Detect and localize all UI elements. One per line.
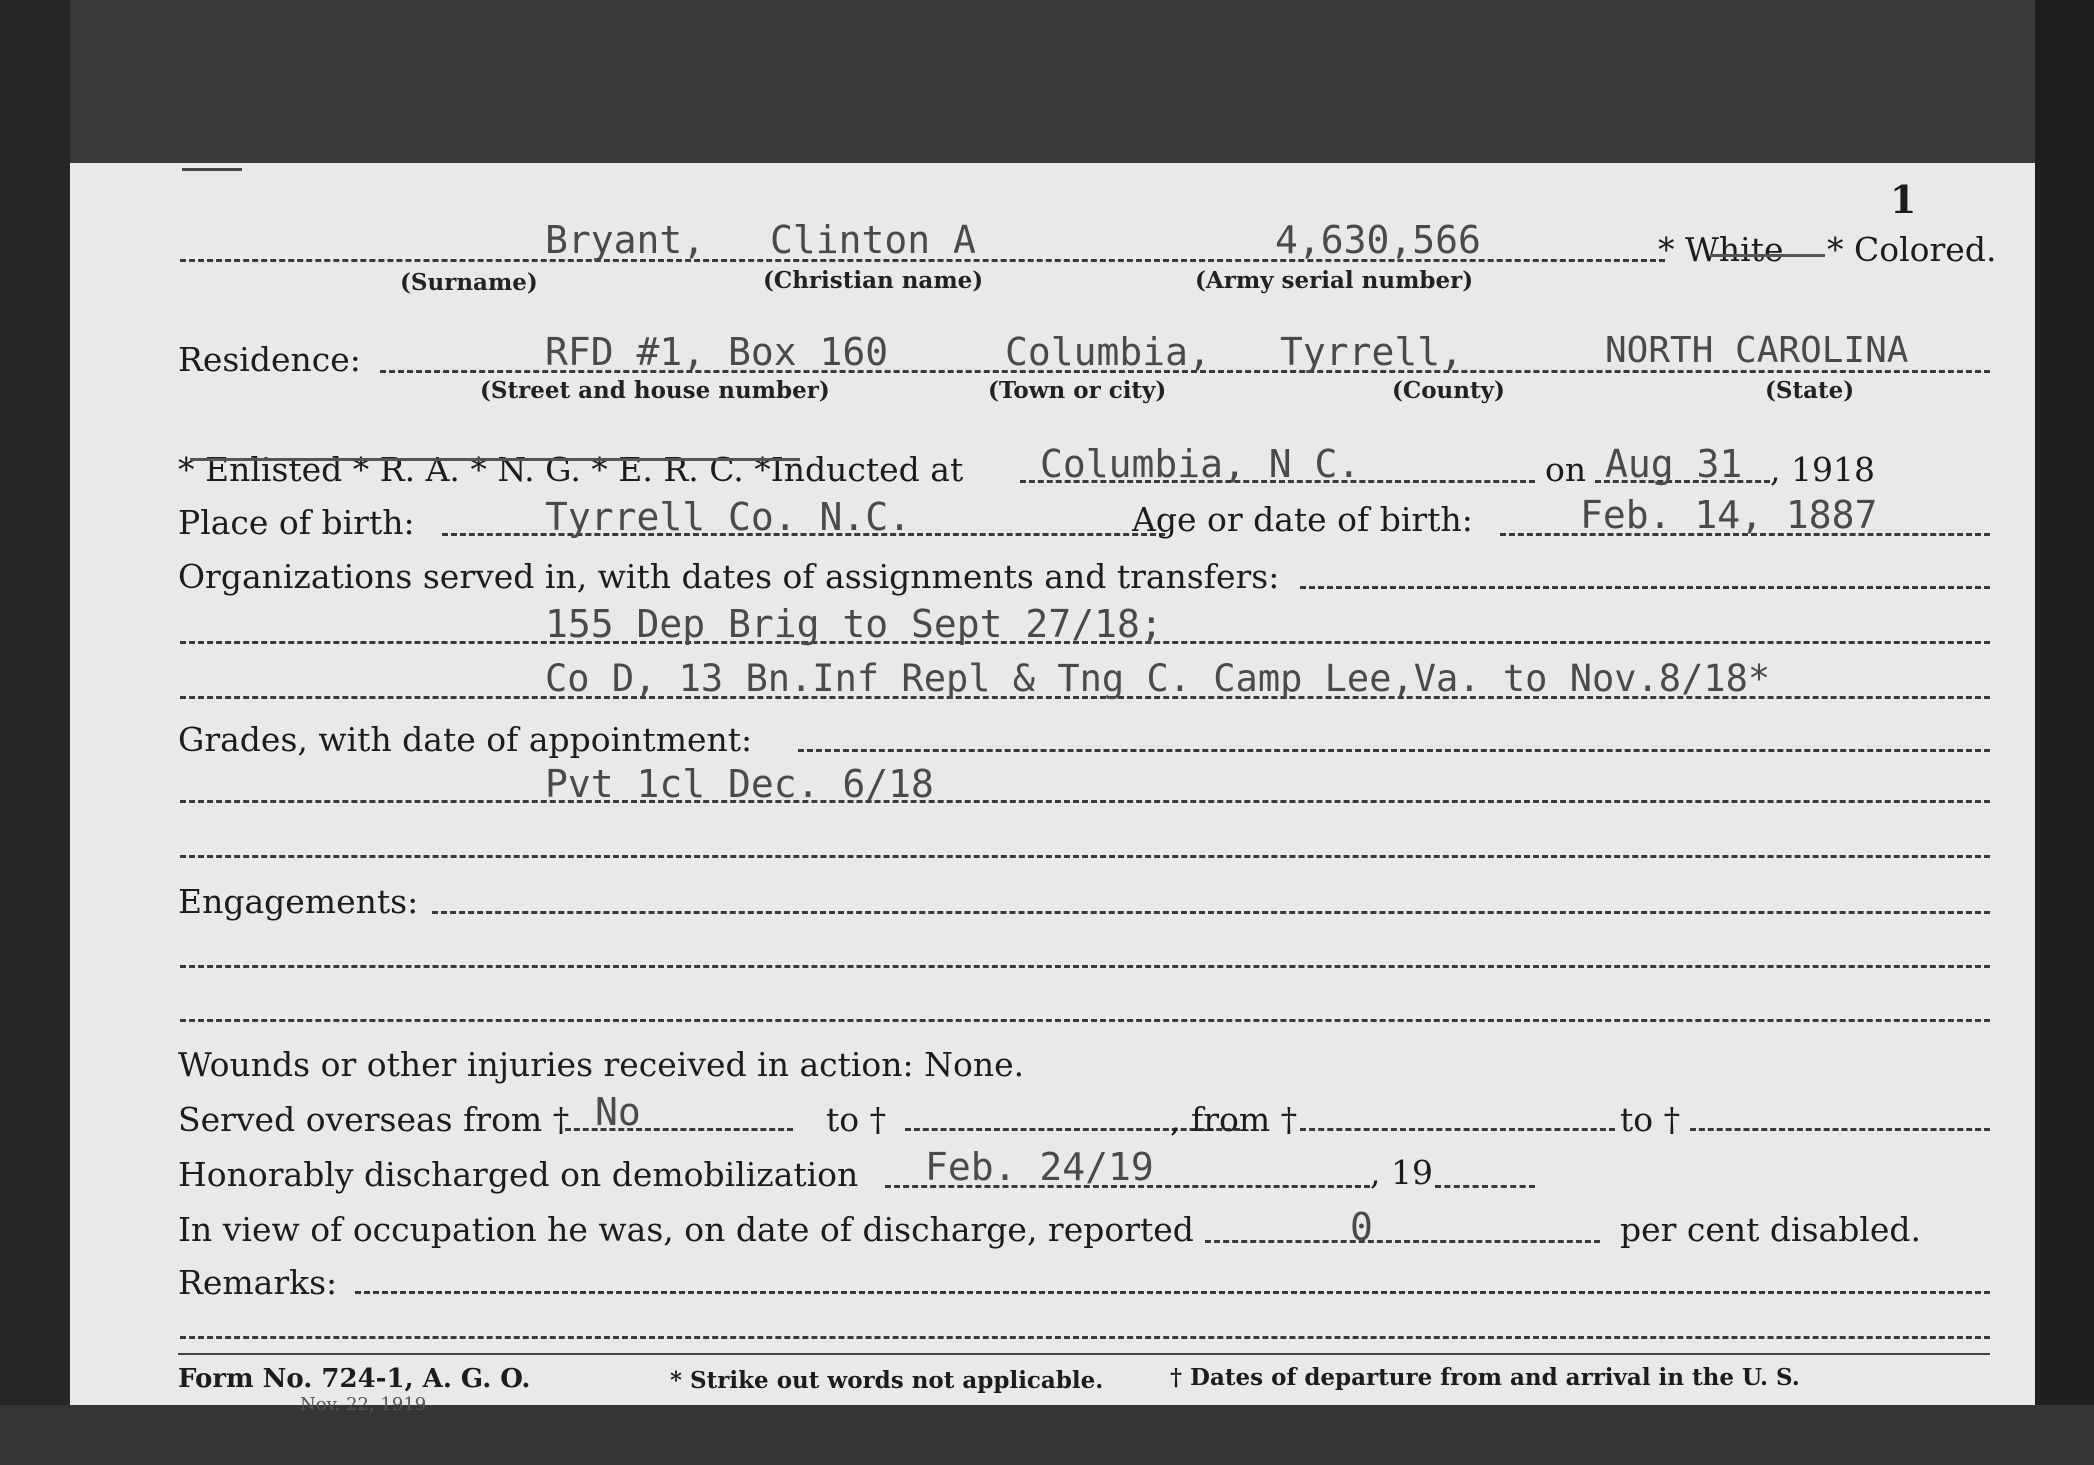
engagements-line-1 [180,965,1990,968]
grade-entry-1: Pvt 1cl Dec. 6/18 [545,762,934,806]
discharge-year-line [1435,1185,1535,1188]
caption-surname: (Surname) [400,269,538,296]
organization-entry-1: 155 Dep Brig to Sept 27/18; [545,602,1163,646]
footnote-strike-out: * Strike out words not applicable. [670,1367,1104,1394]
overseas-to-label: to † [826,1100,887,1139]
grades-label: Grades, with date of appointment: [178,720,753,759]
remarks-line-0 [355,1291,1990,1294]
caption-county: (County) [1392,377,1505,404]
discharge-label: Honorably discharged on demobilization [178,1155,859,1194]
footnote-dates: † Dates of departure from and arrival in the U. S. [1170,1364,1800,1391]
footer-rule [178,1353,1990,1355]
caption-state: (State) [1765,377,1855,404]
organization-entry-2: Co D, 13 Bn.Inf Repl & Tng C. Camp Lee,Va. to Nov.8/18* [545,657,1771,700]
form-number: Form No. 724-1, A. G. O. [178,1364,531,1394]
residence-label: Residence: [178,340,361,379]
discharge-date-value: Feb. 24/19 [925,1145,1154,1189]
induction-year: , 1918 [1770,450,1875,489]
scan-background-left [0,0,70,1465]
birth-place-label: Place of birth: [178,503,415,542]
form-date: Nov. 22, 1919 [300,1394,427,1415]
serial-number-value: 4,630,566 [1275,218,1481,262]
overseas-from2-line [1300,1128,1615,1131]
induction-place-value: Columbia, N C. [1040,442,1361,486]
grades-line-1 [180,800,1990,803]
service-record-card [70,163,2035,1415]
christian-name-value: Clinton A [770,218,976,262]
wounds-text: Wounds or other injuries received in action: None. [178,1045,1025,1084]
overseas-from2-label: , from † [1170,1100,1298,1139]
surname-value: Bryant, [545,218,706,262]
organizations-line-0 [1300,586,1990,589]
engagements-line-2 [180,1019,1990,1022]
organizations-label: Organizations served in, with dates of assignments and transfers: [178,557,1280,596]
race-white-strike [1710,254,1825,257]
disability-label: In view of occupation he was, on date of discharge, reported [178,1210,1194,1249]
overseas-to2-label: to † [1620,1100,1681,1139]
residence-street-value: RFD #1, Box 160 [545,330,889,374]
top-mark-rule [182,168,242,171]
birth-date-label: Age or date of birth: [1132,500,1473,539]
scan-background-top [0,0,2094,165]
remarks-label: Remarks: [178,1263,338,1302]
disability-suffix: per cent disabled. [1620,1210,1922,1249]
race-white-label: * White [1658,230,1784,269]
caption-christian-name: (Christian name) [763,267,984,294]
birth-date-value: Feb. 14, 1887 [1580,493,1878,537]
disability-line [1205,1240,1600,1243]
residence-state-value: NORTH CAROLINA [1605,330,1909,371]
race-colored-label: * Colored. [1827,230,1997,269]
engagements-line-0 [432,911,1990,914]
grades-line-2 [180,855,1990,858]
discharge-year-label: , 19 [1370,1153,1433,1192]
overseas-to2-line [1690,1128,1990,1131]
remarks-line-1 [180,1336,1990,1339]
card-number: 1 [1890,177,1917,222]
enlisted-strike [190,458,800,461]
overseas-from-label: Served overseas from † [178,1100,570,1139]
induction-date-value: Aug 31 [1605,442,1743,486]
residence-town-value: Columbia, [1005,330,1211,374]
overseas-from-value: No [595,1090,641,1134]
birth-place-value: Tyrrell Co. N.C. [545,495,912,539]
engagements-label: Engagements: [178,882,419,921]
scan-background-right [2035,0,2094,1465]
caption-town: (Town or city) [988,377,1167,404]
grades-line-0 [798,749,1990,752]
caption-serial-number: (Army serial number) [1195,267,1474,294]
disability-value: 0 [1350,1205,1373,1249]
induction-label: * Enlisted * R. A. * N. G. * E. R. C. *Inducted at [178,450,964,489]
caption-street: (Street and house number) [480,377,830,404]
induction-on-label: on [1545,450,1587,489]
residence-county-value: Tyrrell, [1280,330,1464,374]
